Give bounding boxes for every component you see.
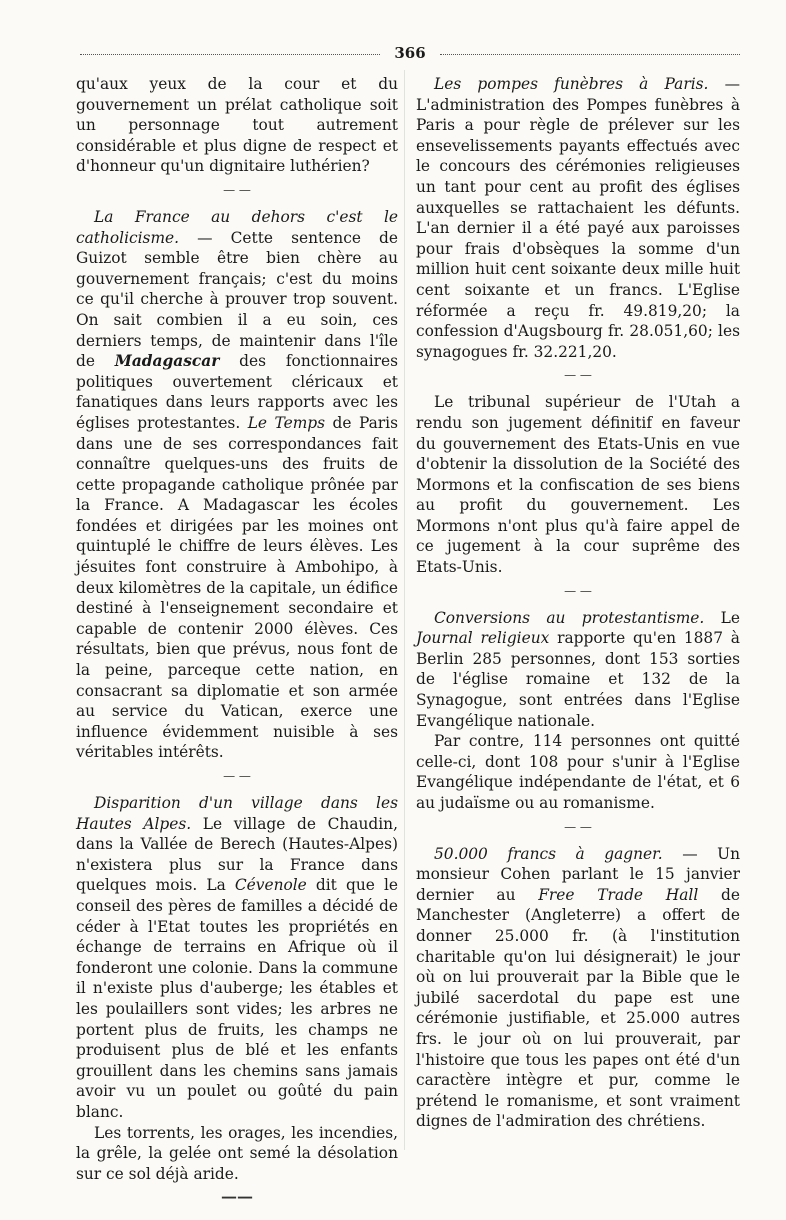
end-rule: ——: [221, 1187, 253, 1207]
article-heading: Conversions au protestantisme.: [434, 608, 705, 627]
separator: — —: [564, 819, 592, 834]
separator: — —: [564, 583, 592, 598]
article-disparition-village: Disparition d'un village dans les Hautes Alpes. Le village de Chaudin, dans la Vallée de Berech (Hautes-Alpes) n'existera plus sur la France dans quelques mois. La Cévenole dit que le conseil des pères de familles a décidé de céder à l'Etat toutes les propriétés en échange de terrains en Afrique où il fonderont une colonie. Dans la commune il n'existe plus d'auberge; les étables et les poulaillers sont vides; les arbres ne portent plus de fruits, les champs ne produisent plus de blé et les enfants grouillent dans les chemins sans jamais avoir vu un poulet ou goûté du pain blanc.: [76, 794, 398, 1121]
article-utah: Le tribunal supérieur de l'Utah a rendu son jugement définitif en faveur du gouvernement des Etats-Unis en vue d'obtenir la dissolution de la Société des Mormons et la confiscation de ses biens au profit du gouvernement. Les Mormons n'ont plus qu'à faire appel de ce jugement à la cour suprême des Etats-Unis.: [416, 393, 740, 577]
separator: — —: [223, 769, 251, 783]
article-heading: La France au dehors c'est le catholicisme.: [76, 207, 398, 247]
article-heading: 50.000 francs à gagner.: [434, 844, 663, 863]
article-heading: Les pompes funèbres à Paris.: [434, 75, 709, 93]
article-pompes-funebres: Les pompes funèbres à Paris. — L'administration des Pompes funèbres à Paris a pour règle de prélever sur les ensevelissements payants effectués avec le concours des cérémonies religieuses un tant pour cent au profit des églises auxquelles se rattachaient les défunts. L'an dernier il a été payé aux paroisses pour frais d'obsèques la somme d'un million huit cent soixante deux mille huit cent soixante et un francs. L'Eglise réformée a reçu fr. 49.819,20; la confession d'Augsbourg fr. 28.051,60; les synagogues fr. 32.221,20.: [416, 75, 740, 361]
article-paragraph: Les torrents, les orages, les incendies, la grêle, la gelée ont semé la désolation sur ce sol déjà aride.: [76, 1123, 398, 1183]
article-heading: Disparition d'un village dans les Hautes Alpes.: [76, 794, 398, 833]
article-conversions: Conversions au protestantisme. Le Journal religieux rapporte qu'en 1887 à Berlin 285 personnes, dont 153 sorties de l'église romaine et 132 de la Synagogue, sont entrées dans l'Eglise Evangélique nationale.: [416, 608, 740, 730]
separator: — —: [223, 182, 251, 197]
page-number: 366: [394, 44, 426, 62]
right-column: [416, 74, 740, 1132]
article-continuation: qu'aux yeux de la cour et du gouvernement un prélat catholique soit un personnage tout autrement considérable et plus digne de respect et d'honneur qu'un dignitaire luthérien?: [76, 75, 398, 176]
separator: — —: [564, 368, 592, 383]
header-rule-right: [440, 54, 740, 55]
left-column: [76, 74, 399, 1207]
article-paragraph: Par contre, 114 personnes ont quitté celle-ci, dont 108 pour s'unir à l'Eglise Evangélique indépendante de l'état, et 6 au judaïsme ou au romanisme.: [416, 732, 740, 812]
header-rule-left: [80, 54, 380, 55]
article-france-catholicisme: La France au dehors c'est le catholicisme. — Cette sentence de Guizot semble être bien chère au gouvernement français; c'est du moins ce qu'il cherche à prouver trop souvent. On sait combien il a eu soin, ces derniers temps, de maintenir dans l'île de Madagascar des fonctionnaires politiques ouvertement cléricaux et fanatiques dans leurs rapports avec les églises protestantes. Le Temps de Paris dans une de ses correspondances fait connaître quelques-uns des fruits de cette propagande catholique prônée par la France. A Madagascar les écoles fondées et dirigées par les moines ont quintuplé le chiffre de leurs élèves. Les jésuites font construire à Ambohipo, à deux kilomètres de la capitale, un édifice destiné à l'enseignement secondaire et capable de contenir 2000 élèves. Ces résultats, bien que prévus, nous font de la peine, parceque cette nation, en consacrant sa diplomatie et son armée au service du Vatican, exerce une influence évidemment nuisible à ses véritables intérêts.: [76, 207, 399, 762]
article-50000-francs: 50.000 francs à gagner. — Un monsieur Cohen parlant le 15 janvier dernier au Free Trade Hall de Manchester (Angleterre) a offert de donner 25.000 fr. (à l'institution charitable qu'on lui désignerait) le jour où on lui prouverait par la Bible que le jubilé sacerdotal du pape est une cérémonie justifiable, et 25.000 autres frs. le jour où on lui prouverait, par l'histoire que tous les papes ont été d'un caractère intègre et pur, comme le prétend le romanisme, et sont vraiment dignes de l'admiration des chrétiens.: [416, 844, 741, 1131]
column-gutter: [404, 70, 405, 1150]
page-header: [80, 44, 740, 64]
